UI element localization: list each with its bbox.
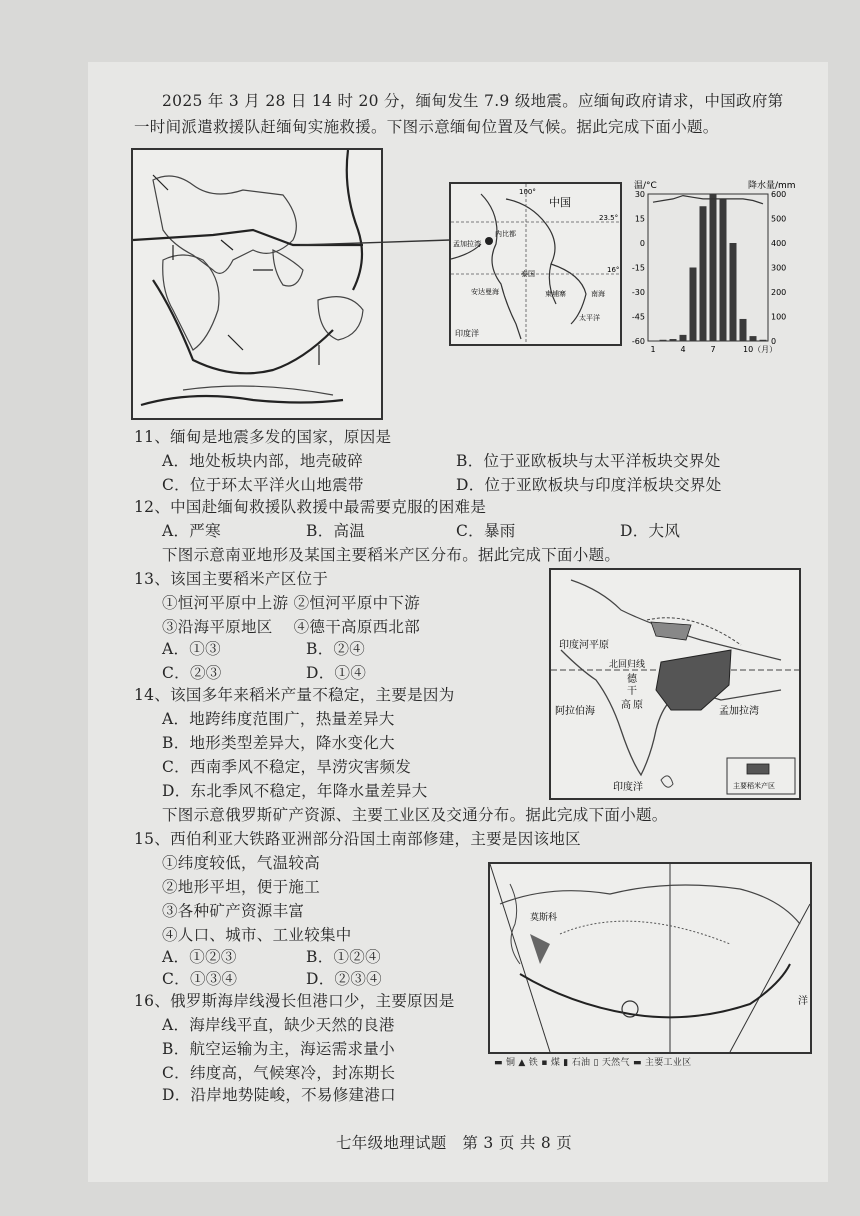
- label-deccan-4: 原: [633, 700, 643, 711]
- q12-stem: 12、中国赴缅甸救援队救援中最需要克服的困难是: [134, 498, 487, 516]
- q16-option-b[interactable]: B．航空运输为主，海运需求量小: [162, 1040, 395, 1058]
- label-thailand: 泰国: [521, 270, 535, 278]
- q15-option-2: ②地形平坦，便于施工: [162, 878, 321, 896]
- precip-bar: [660, 340, 667, 341]
- temp-tick-label: -45: [631, 312, 645, 322]
- temp-tick-label: 30: [634, 190, 645, 199]
- precip-axis-label: 降水量/mm: [748, 181, 796, 191]
- label-lat-235: 23.5°: [599, 214, 619, 222]
- south-asia-map: [549, 568, 801, 800]
- month-tick-label: 1: [650, 345, 656, 354]
- q15-stem: 15、西伯利亚大铁路亚洲部分沿国土南部修建，主要是因该地区: [134, 830, 581, 848]
- q13-option-c[interactable]: C．②③: [162, 664, 222, 682]
- precip-tick-label: 300: [771, 263, 787, 273]
- intro-1-line-2: 一时间派遣救援队赶缅甸实施救援。下图示意缅甸位置及气候。据此完成下面小题。: [134, 118, 719, 136]
- q15-option-a[interactable]: A．①②③: [162, 948, 237, 966]
- q15-option-3: ③各种矿产资源丰富: [162, 902, 305, 920]
- q14-option-b[interactable]: B．地形类型差异大，降水变化大: [162, 734, 395, 752]
- q11-option-b[interactable]: B．位于亚欧板块与太平洋板块交界处: [456, 452, 721, 470]
- label-lat-16: 16°: [607, 266, 620, 274]
- myanmar-location-map: [449, 182, 622, 346]
- q16-stem: 16、俄罗斯海岸线漫长但港口少，主要原因是: [134, 992, 455, 1010]
- month-tick-label: 4: [680, 345, 686, 354]
- q16-option-c[interactable]: C．纬度高，气候寒冷，封冻期长: [162, 1064, 396, 1082]
- climate-chart: [620, 176, 800, 356]
- precip-bar: [710, 194, 717, 341]
- precip-bar: [690, 268, 697, 342]
- temp-tick-label: 0: [639, 239, 645, 248]
- precip-bar: [760, 340, 767, 341]
- label-ocean: 洋: [798, 996, 808, 1007]
- label-andaman: 安达曼海: [471, 288, 499, 296]
- label-tropic: 北回归线: [609, 660, 646, 670]
- label-pacific: 太平洋: [579, 314, 600, 322]
- precip-bar: [720, 199, 727, 341]
- label-china: 中国: [549, 196, 571, 209]
- q15-option-d[interactable]: D．②③④: [306, 970, 382, 988]
- precip-bar: [750, 336, 757, 341]
- precip-tick-label: 600: [771, 190, 787, 199]
- temp-tick-label: -30: [631, 288, 645, 297]
- q15-option-4: ④人口、城市、工业较集中: [162, 926, 352, 944]
- intro-1-line-1: 2025 年 3 月 28 日 14 时 20 分，缅甸发生 7.9 级地震。应缅甸政府请求，中国政府第: [162, 92, 784, 110]
- q15-option-b[interactable]: B．①②④: [306, 948, 381, 966]
- map-connector-line: [300, 180, 450, 250]
- temp-tick-label: 15: [634, 214, 645, 224]
- q12-option-a[interactable]: A．严寒: [162, 522, 221, 540]
- precip-bar: [740, 319, 747, 341]
- q12-option-d[interactable]: D．大风: [620, 522, 681, 540]
- q15-option-c[interactable]: C．①③④: [162, 970, 238, 988]
- precip-bar: [670, 339, 677, 341]
- label-indian-ocean: 印度洋: [455, 329, 479, 338]
- q16-option-d[interactable]: D．沿岸地势陡峻，不易修建港口: [162, 1086, 396, 1104]
- label-moscow: 莫斯科: [530, 913, 558, 923]
- intro-3: 下图示意俄罗斯矿产资源、主要工业区及交通分布。据此完成下面小题。: [162, 806, 668, 824]
- precip-bar: [700, 206, 707, 341]
- month-tick-label: 7: [710, 345, 716, 354]
- label-lon-100: 100°: [519, 188, 536, 196]
- temp-tick-label: -60: [631, 337, 645, 346]
- q12-option-c[interactable]: C．暴雨: [456, 522, 516, 540]
- q11-option-d[interactable]: D．位于亚欧板块与印度洋板块交界处: [456, 476, 722, 494]
- label-naypyidaw: 内比都: [495, 230, 516, 238]
- q14-option-a[interactable]: A．地跨纬度范围广，热量差异大: [162, 710, 395, 728]
- q13-option-b[interactable]: B．②④: [306, 640, 366, 658]
- page-footer: 七年级地理试题 第 3 页 共 8 页: [336, 1134, 573, 1152]
- q13-option-a[interactable]: A．①③: [162, 640, 221, 658]
- q13-options-3-4: ③沿海平原地区 ④德干高原西北部: [162, 618, 421, 636]
- precip-tick-label: 400: [771, 239, 787, 248]
- russia-map-legend: ▬ 铜 ▲ 铁 ▪ 煤 ▮ 石油 ▯ 天然气 ▬ 主要工业区: [494, 1058, 692, 1068]
- q15-option-1: ①纬度较低，气温较高: [162, 854, 321, 872]
- temp-tick-label: -15: [631, 263, 645, 273]
- label-deccan-2: 干: [627, 686, 637, 697]
- intro-2: 下图示意南亚地形及某国主要稻米产区分布。据此完成下面小题。: [162, 546, 621, 564]
- rice-region: [656, 650, 731, 710]
- precip-tick-label: 500: [771, 214, 787, 224]
- label-indus: 印度河平原: [559, 640, 609, 651]
- label-cambodia: 柬埔寨: [545, 290, 566, 298]
- q12-option-b[interactable]: B．高温: [306, 522, 366, 540]
- temperature-line: [653, 196, 763, 204]
- q14-stem: 14、该国多年来稻米产量不稳定，主要是因为: [134, 686, 455, 704]
- q11-stem: 11、缅甸是地震多发的国家，原因是: [134, 428, 392, 446]
- label-deccan-3: 高: [621, 700, 631, 711]
- q13-stem: 13、该国主要稻米产区位于: [134, 570, 329, 588]
- russia-map: [488, 862, 812, 1054]
- label-bengal-bay: 孟加拉湾: [453, 240, 481, 248]
- month-tick-label: 10（月）: [743, 345, 778, 354]
- label-deccan-1: 德: [627, 674, 637, 685]
- precip-bar: [680, 335, 687, 341]
- label-indian-ocean: 印度洋: [613, 782, 643, 793]
- q16-option-a[interactable]: A．海岸线平直，缺少天然的良港: [162, 1016, 395, 1034]
- q14-option-c[interactable]: C．西南季风不稳定，旱涝灾害频发: [162, 758, 412, 776]
- precip-tick-label: 100: [771, 312, 787, 322]
- q11-option-c[interactable]: C．位于环太平洋火山地震带: [162, 476, 364, 494]
- precip-bar: [730, 243, 737, 341]
- label-bengal-bay: 孟加拉湾: [719, 706, 759, 717]
- q13-options-1-2: ①恒河平原中上游 ②恒河平原中下游: [162, 594, 421, 612]
- label-arabian-sea: 阿拉伯海: [555, 706, 595, 717]
- plot-frame: [648, 194, 768, 341]
- legend-rice-label: 主要稻米产区: [733, 782, 775, 790]
- naypyidaw-marker: [485, 237, 493, 245]
- q14-option-d[interactable]: D．东北季风不稳定，年降水量差异大: [162, 782, 428, 800]
- q13-option-d[interactable]: D．①④: [306, 664, 367, 682]
- precip-tick-label: 0: [771, 337, 777, 346]
- temp-axis-label: 温/°C: [634, 181, 657, 191]
- precip-tick-label: 200: [771, 288, 787, 297]
- label-south-china-sea: 南海: [591, 290, 605, 298]
- q11-option-a[interactable]: A．地处板块内部，地壳破碎: [162, 452, 364, 470]
